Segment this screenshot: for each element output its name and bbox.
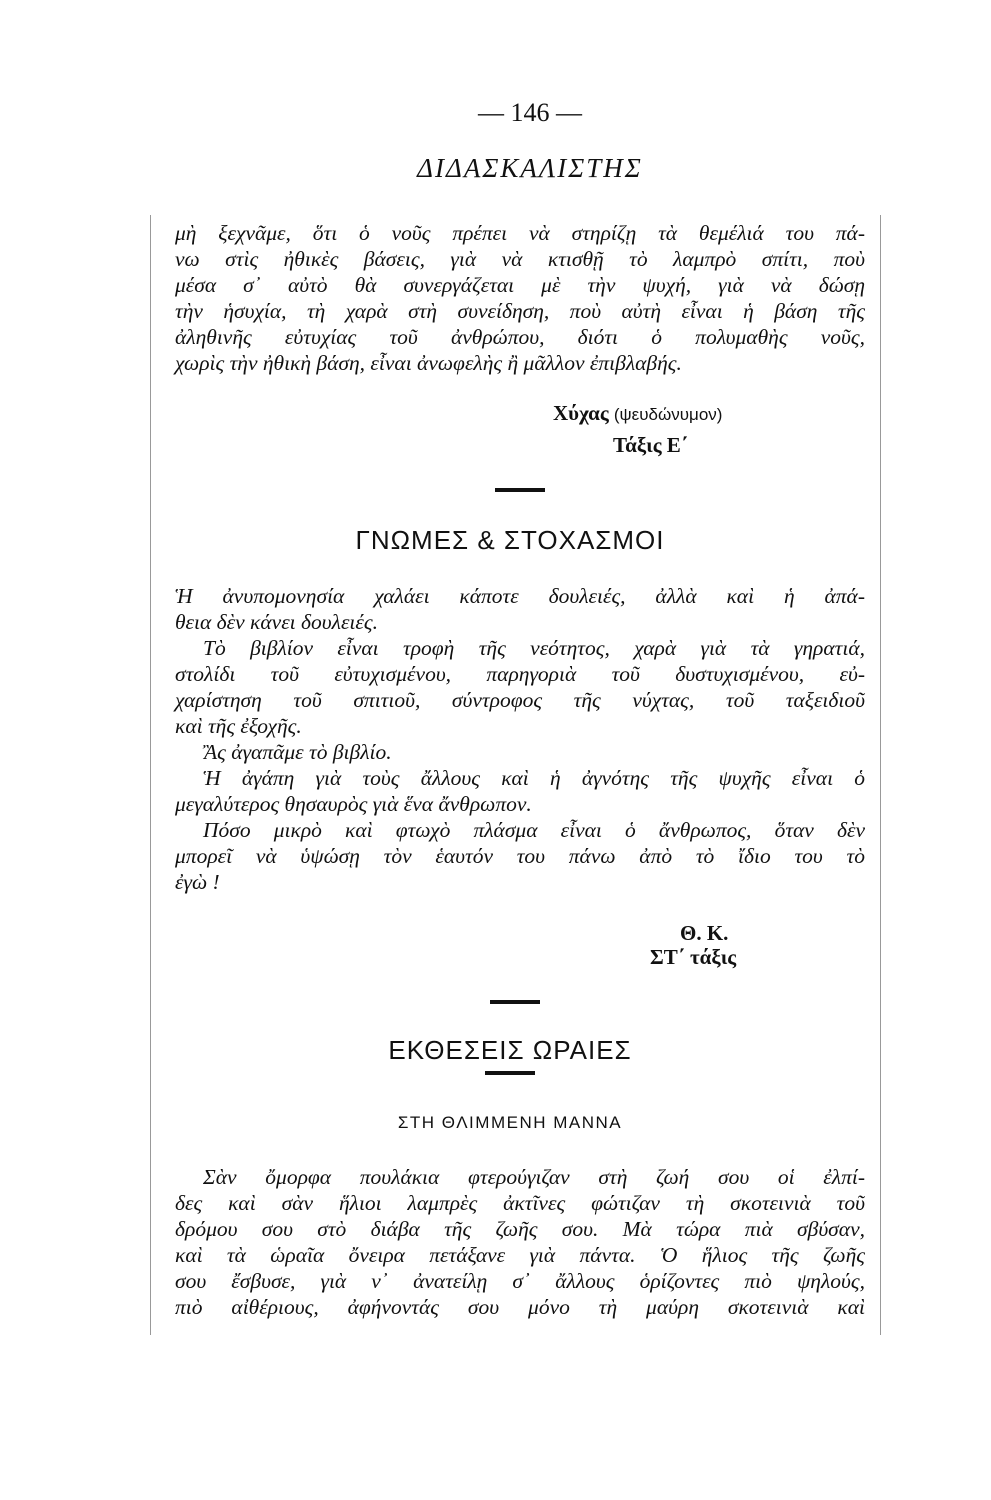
intro-line: μὴ ξεχνᾶμε, ὅτι ὁ νοῦς πρέπει νὰ στηρίζῃ τὰ θεμέλιά του πά-: [175, 221, 865, 245]
gnome-line: Ἡ ἀγάπη γιὰ τοὺς ἄλλους καὶ ἡ ἀγνότης τῆς ψυχῆς εἶναι ὁ: [203, 766, 865, 790]
essay-line: δες καὶ σὰν ἥλιοι λαμπρὲς ἀκτῖνες φώτιζαν τὴ σκοτεινιὰ τοῦ: [175, 1191, 865, 1215]
section-title-essays: ΕΚΘΕΣΕΙΣ ΩΡΑΙΕΣ: [388, 1035, 632, 1065]
essay-line: σου ἔσβυσε, γιὰ ν᾿ ἀνατείλῃ σ᾿ ἄλλους ὁρίζοντες πιὸ ψηλούς,: [175, 1269, 865, 1293]
gnome-line: μεγαλύτερος θησαυρὸς γιὰ ἕνα ἄνθρωπον.: [175, 792, 532, 816]
page-number: — 146 —: [478, 98, 582, 127]
intro-author-class: Τάξις Ε΄: [613, 433, 688, 457]
intro-author-note: (ψευδώνυμον): [613, 405, 723, 424]
gnome-line: Πόσο μικρὸ καὶ φτωχὸ πλάσμα εἶναι ὁ ἄνθρωπος, ὅταν δὲν: [203, 818, 865, 842]
intro-line: χωρὶς τὴν ἠθικὴ βάση, εἶναι ἀνωφελὴς ἢ μᾶλλον ἐπιβλαβής.: [175, 351, 682, 375]
gnome-line: καὶ τῆς ἐξοχῆς.: [175, 714, 302, 738]
gnome-line: χαρίστηση τοῦ σπιτιοῦ, σύντροφος τῆς νύχτας, τοῦ ταξειδιοῦ: [175, 688, 865, 712]
title-underline: [485, 1071, 535, 1075]
gnome-line: Ἡ ἀνυπομονησία χαλάει κάποτε δουλειές, ἀλλὰ καὶ ἡ ἀπά-: [175, 584, 865, 608]
gnome-line: Ἂς ἀγαπᾶμε τὸ βιβλίο.: [203, 740, 392, 764]
gnome-line: θεια δὲν κάνει δουλειές.: [175, 610, 378, 634]
essay-line: καὶ τὰ ὡραῖα ὄνειρα πετάξανε γιὰ πάντα. Ὁ ἥλιος τῆς ζωῆς: [175, 1243, 865, 1267]
essay-line: πιὸ αἰθέριους, ἀφήνοντάς σου μόνο τὴ μαύρη σκοτεινιὰ καὶ: [175, 1295, 865, 1319]
essay-paragraph: [175, 1164, 865, 1320]
intro-line: νω στὶς ἠθικὲς βάσεις, γιὰ νὰ κτισθῇ τὸ λαμπρὸ σπίτι, ποὺ: [175, 247, 865, 271]
right-margin-line: [880, 215, 881, 1335]
intro-author-name: Χύχας: [553, 401, 609, 425]
gnome-line: στολίδι τοῦ εὐτυχισμένου, παρηγοριὰ τοῦ δυστυχισμένου, εὐ-: [175, 662, 865, 686]
intro-line: ἀληθινῆς εὐτυχίας τοῦ ἀνθρώπου, διότι ὁ πολυμαθὴς νοῦς,: [175, 325, 865, 349]
essay-line: δρόμου σου στὸ διάβα τῆς ζωῆς σου. Μὰ τώρα πιὰ σβύσαν,: [175, 1217, 865, 1241]
intro-signature: [553, 401, 722, 426]
section-divider: [490, 1000, 540, 1004]
gnome-line: ἐγὼ !: [175, 870, 220, 894]
section-divider: [495, 488, 545, 492]
gnome-line: Τὸ βιβλίον εἶναι τροφὴ τῆς νεότητος, χαρὰ γιὰ τὰ γηρατιά,: [203, 636, 865, 660]
left-margin-line: [150, 215, 151, 1335]
gnome-line: μπορεῖ νὰ ὑψώσῃ τὸν ἑαυτόν του πάνω ἀπὸ τὸ ἴδιο του τὸ: [175, 844, 865, 868]
gnomes-author-class: ΣΤ΄ τάξις: [650, 945, 737, 969]
intro-line: μέσα σ᾿ αὐτὸ θὰ συνεργάζεται μὲ τὴν ψυχή, γιὰ νὰ δώσῃ: [175, 273, 865, 297]
gnomes-paragraph: [175, 583, 865, 895]
intro-line: τὴν ἡσυχία, τὴ χαρὰ στὴ συνείδηση, ποὺ αὐτὴ εἶναι ἡ βάση τῆς: [175, 299, 865, 323]
essay-line: Σὰν ὄμορφα πουλάκια φτερούγιζαν στὴ ζωή σου οἱ ἐλπί-: [203, 1165, 865, 1189]
intro-paragraph: [175, 220, 865, 376]
essay-subtitle: ΣΤΗ ΘΛΙΜΜΕΝΗ ΜΑΝΝΑ: [397, 1113, 623, 1132]
section-title-gnomes: ΓΝΩΜΕΣ & ΣΤΟΧΑΣΜΟΙ: [355, 525, 665, 555]
page-header-title: ΔΙΔΑΣΚΑΛΙΣΤΗΣ: [417, 153, 643, 183]
gnomes-author-initials: Θ. Κ.: [680, 921, 729, 945]
